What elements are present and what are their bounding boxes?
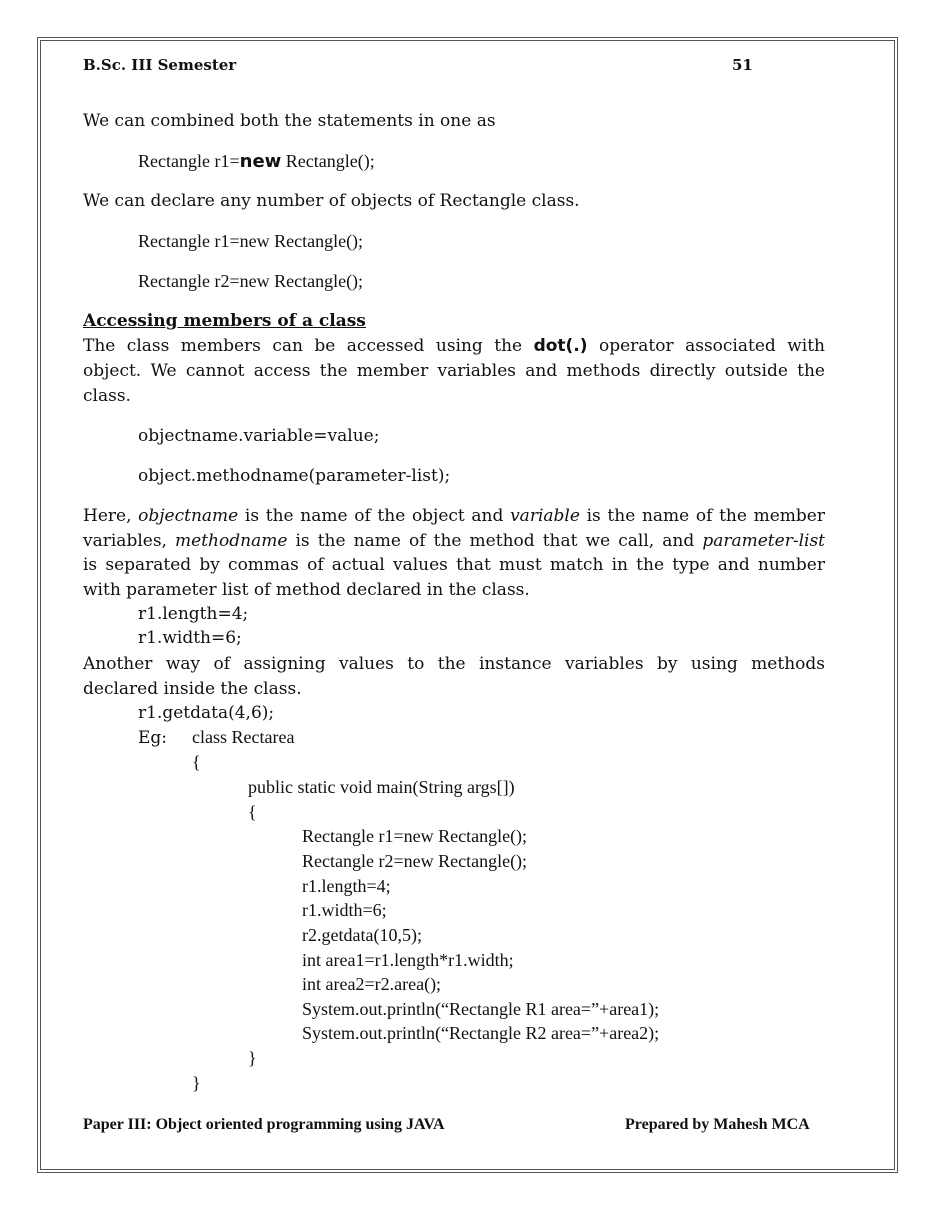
page-number: 51 xyxy=(732,56,753,74)
main-signature: public static void main(String args[]) xyxy=(248,777,515,797)
footer-paper-title: Paper III: Object oriented programming using JAVA xyxy=(83,1116,445,1133)
code-line: r1.length=4; xyxy=(302,876,391,896)
declaration-r2: Rectangle r2=new Rectangle(); xyxy=(138,271,364,291)
assign-length: r1.length=4; xyxy=(138,604,249,624)
dot-operator: dot(.) xyxy=(533,336,588,356)
code-line: System.out.println(“Rectangle R1 area=”+area1); xyxy=(302,999,660,1019)
class-close-brace: } xyxy=(192,1073,201,1093)
paragraph-1-line-1: The class members can be accessed using the dot(.) operator associated with xyxy=(83,336,825,356)
code-line: r1.width=6; xyxy=(302,900,387,920)
header-semester: B.Sc. III Semester xyxy=(83,56,237,74)
main-close-brace: } xyxy=(248,1048,257,1068)
code-line: Rectangle r1=new Rectangle(); xyxy=(302,826,528,846)
code-line: System.out.println(“Rectangle R2 area=”+area2); xyxy=(302,1023,660,1043)
code-line: int area2=r2.area(); xyxy=(302,974,442,994)
new-keyword: new xyxy=(239,151,282,172)
declare-text: We can declare any number of objects of Rectangle class. xyxy=(83,191,580,211)
example-label: Eg: xyxy=(138,728,168,748)
paragraph-2-line-4: with parameter list of method declared in the class. xyxy=(83,580,530,600)
footer-author: Prepared by Mahesh MCA xyxy=(625,1116,810,1133)
paragraph-3-line-2: declared inside the class. xyxy=(83,679,302,699)
paragraph-1-line-3: class. xyxy=(83,386,131,406)
syntax-method: object.methodname(parameter-list); xyxy=(138,466,451,486)
getdata-call: r1.getdata(4,6); xyxy=(138,703,275,723)
combined-statement: Rectangle r1=new Rectangle(); xyxy=(138,151,375,172)
syntax-variable: objectname.variable=value; xyxy=(138,426,380,446)
code-line: int area1=r1.length*r1.width; xyxy=(302,950,514,970)
class-declaration: class Rectarea xyxy=(192,727,295,747)
paragraph-1-line-2: object. We cannot access the member variables and methods directly outside the xyxy=(83,361,825,381)
code-line: Rectangle r2=new Rectangle(); xyxy=(302,851,528,871)
paragraph-2-line-2: variables, methodname is the name of the method that we call, and parameter-list xyxy=(83,531,825,551)
paragraph-3-line-1: Another way of assigning values to the instance variables by using methods xyxy=(83,654,825,674)
section-heading: Accessing members of a class xyxy=(83,311,366,331)
class-open-brace: { xyxy=(192,752,201,772)
assign-width: r1.width=6; xyxy=(138,628,242,648)
combine-text: We can combined both the statements in one as xyxy=(83,111,496,131)
paragraph-2-line-1: Here, objectname is the name of the object and variable is the name of the member xyxy=(83,506,825,526)
paragraph-2-line-3: is separated by commas of actual values that must match in the type and number xyxy=(83,555,825,575)
declaration-r1: Rectangle r1=new Rectangle(); xyxy=(138,231,364,251)
code-line: r2.getdata(10,5); xyxy=(302,925,422,945)
main-open-brace: { xyxy=(248,802,257,822)
